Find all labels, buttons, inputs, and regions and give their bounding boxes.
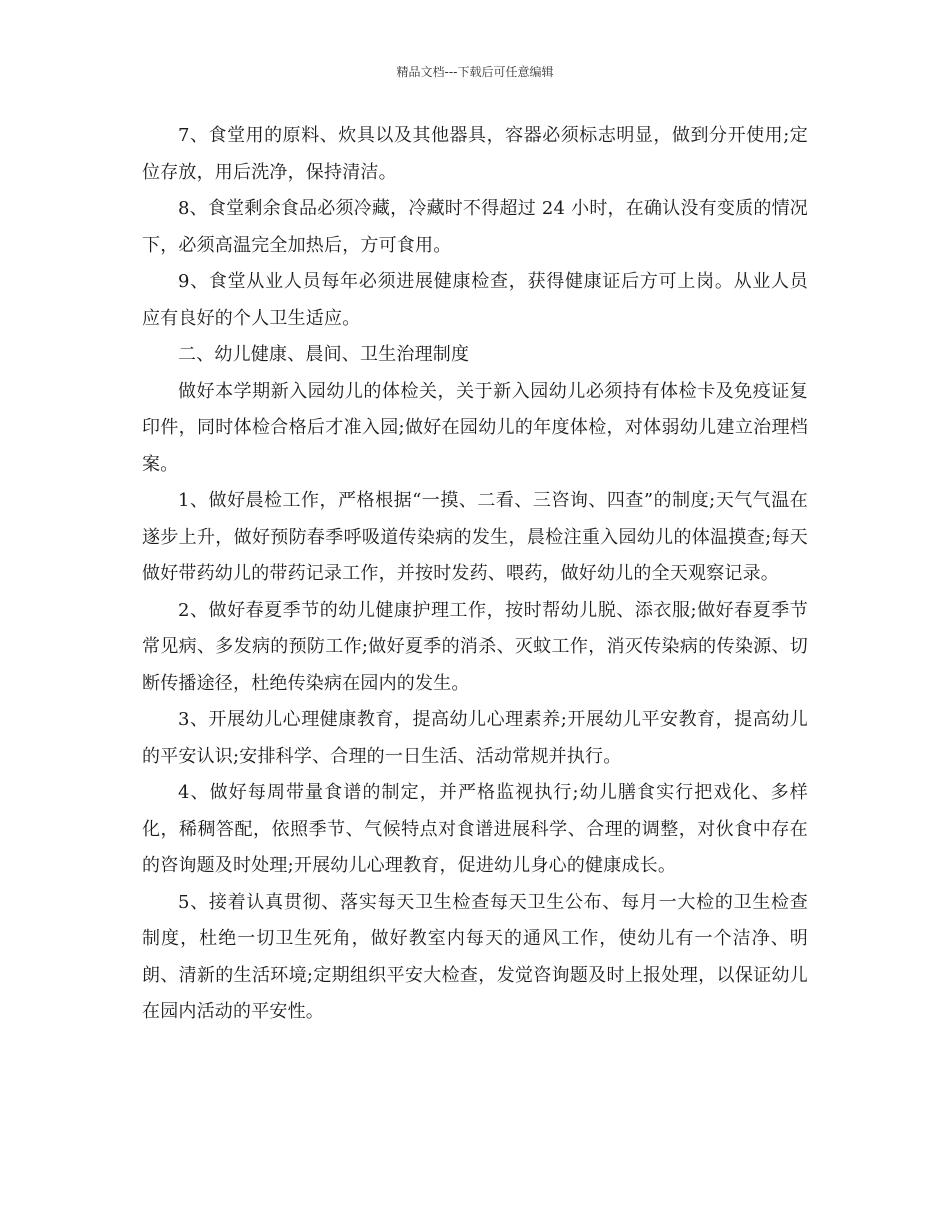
paragraph-1: 1、做好晨检工作，严格根据“一摸、二看、三咨询、四查”的制度;天气气温在遂步上升，做好预防春季呼吸道传染病的发生，晨检注重入园幼儿的体温摸查;每天做好带药幼儿的带药记录工作，并按时发药、喂药，做好幼儿的全天观察记录。: [142, 490, 808, 584]
paragraph-5: 5、接着认真贯彻、落实每天卫生检查每天卫生公布、每月一大检的卫生检查制度，杜绝一切卫生死角，做好教室内每天的通风工作，使幼儿有一个洁净、明朗、清新的生活环境;定期组织平安大检查，发觉咨询题及时上报处理，以保证幼儿在园内活动的平安性。: [142, 891, 808, 1022]
section-heading-2: 二、幼儿健康、晨间、卫生治理制度: [178, 344, 470, 365]
paragraph-8: 8、食堂剩余食品必须冷藏，冷藏时不得超过 24 小时，在确认没有变质的情况下，必须高温完全加热后，方可食用。: [142, 198, 808, 256]
paragraph-intro: 做好本学期新入园幼儿的体检关，关于新入园幼儿必须持有体检卡及免疫证复印件，同时体检合格后才准入园;做好在园幼儿的年度体检，对体弱幼儿建立治理档案。: [142, 380, 808, 475]
paragraph-3: 3、开展幼儿心理健康教育，提高幼儿心理素养;开展幼儿平安教育，提高幼儿的平安认识;安排科学、合理的一日生活、活动常规并执行。: [142, 709, 808, 767]
paragraph-9: 9、食堂从业人员每年必须进展健康检查，获得健康证后方可上岗。从业人员应有良好的个人卫生适应。: [142, 271, 808, 329]
paragraph-2: 2、做好春夏季节的幼儿健康护理工作，按时帮幼儿脱、添衣服;做好春夏季节常见病、多发病的预防工作;做好夏季的消杀、灭蚊工作，消灭传染病的传染源、切断传播途径，杜绝传染病在园内的发生。: [142, 599, 808, 694]
paragraph-7: 7、食堂用的原料、炊具以及其他器具，容器必须标志明显，做到分开使用;定位存放，用后洗净，保持清洁。: [142, 125, 808, 183]
document-body: [142, 118, 808, 1031]
paragraph-4: 4、做好每周带量食谱的制定，并严格监视执行;幼儿膳食实行把戏化、多样化，稀稠答配，依照季节、气候特点对食谱进展科学、合理的调整，对伙食中存在的咨询题及时处理;开展幼儿心理教育，促进幼儿身心的健康成长。: [142, 782, 808, 876]
page-header: 精品文档---下载后可任意编辑: [396, 65, 554, 79]
